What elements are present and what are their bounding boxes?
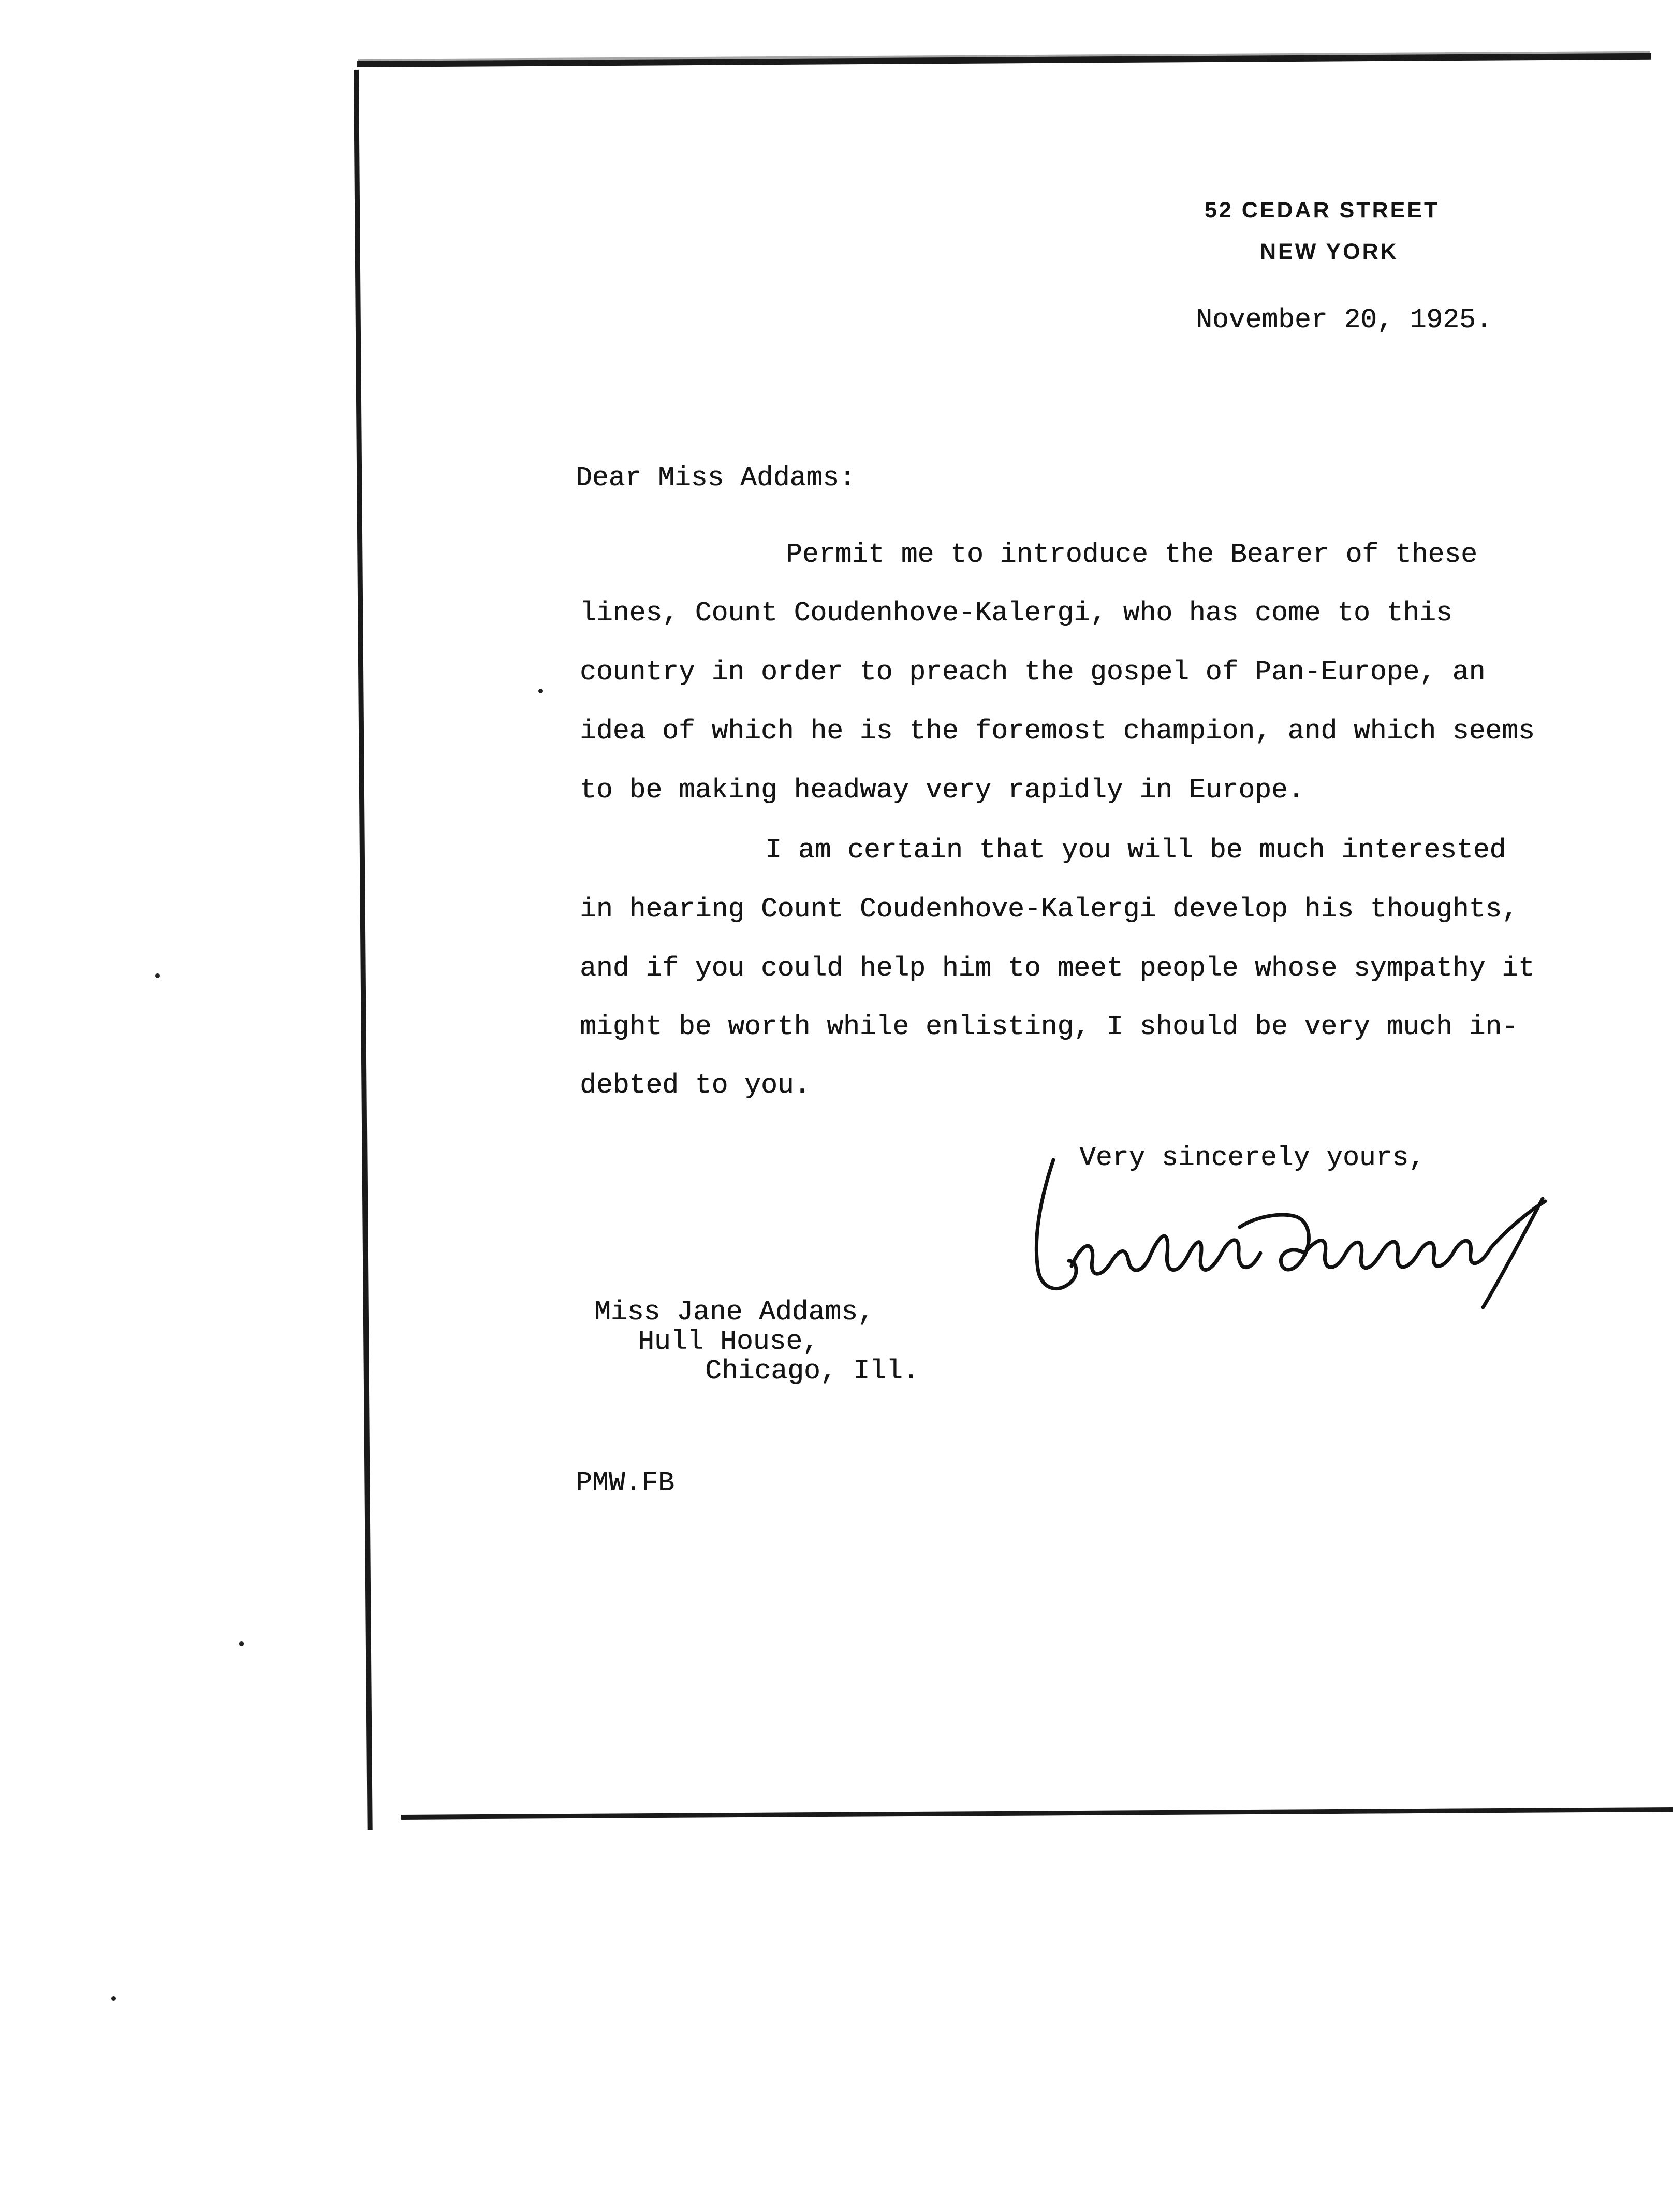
body-line: lines, Count Coudenhove-Kalergi, who has come to this: [580, 598, 1452, 629]
body-line: Permit me to introduce the Bearer of these: [786, 539, 1477, 570]
letter-date: November 20, 1925.: [1196, 304, 1492, 336]
body-line: in hearing Count Coudenhove-Kalergi develop his thoughts,: [580, 894, 1518, 925]
scan-edge-bottom: [401, 1807, 1673, 1820]
reference-initials: PMW.FB: [576, 1467, 674, 1498]
scan-speck: [239, 1641, 244, 1646]
letterhead-city: NEW YORK: [1260, 239, 1399, 264]
body-line: and if you could help him to meet people whose sympathy it: [580, 953, 1535, 984]
body-line: idea of which he is the foremost champion, and which seems: [580, 716, 1535, 747]
scan-speck: [538, 689, 543, 693]
scan-edge-left: [354, 70, 373, 1830]
scan-speck: [111, 1996, 116, 2001]
scan-edge-top: [357, 53, 1651, 67]
body-line: might be worth while enlisting, I should be very much in-: [580, 1011, 1518, 1042]
addressee-street: Hull House,: [638, 1326, 819, 1357]
body-line: debted to you.: [580, 1070, 811, 1101]
handwritten-signature: [1022, 1149, 1550, 1315]
body-line: to be making headway very rapidly in Europe.: [580, 775, 1304, 806]
scan-speck: [155, 973, 160, 978]
body-line: I am certain that you will be much interested: [765, 835, 1506, 866]
addressee-name: Miss Jane Addams,: [594, 1297, 874, 1328]
letterhead-street: 52 CEDAR STREET: [1205, 198, 1440, 223]
addressee-city: Chicago, Ill.: [705, 1356, 919, 1387]
closing: Very sincerely yours,: [1079, 1142, 1425, 1173]
salutation: Dear Miss Addams:: [576, 462, 856, 493]
body-line: country in order to preach the gospel of Pan-Europe, an: [580, 657, 1486, 688]
